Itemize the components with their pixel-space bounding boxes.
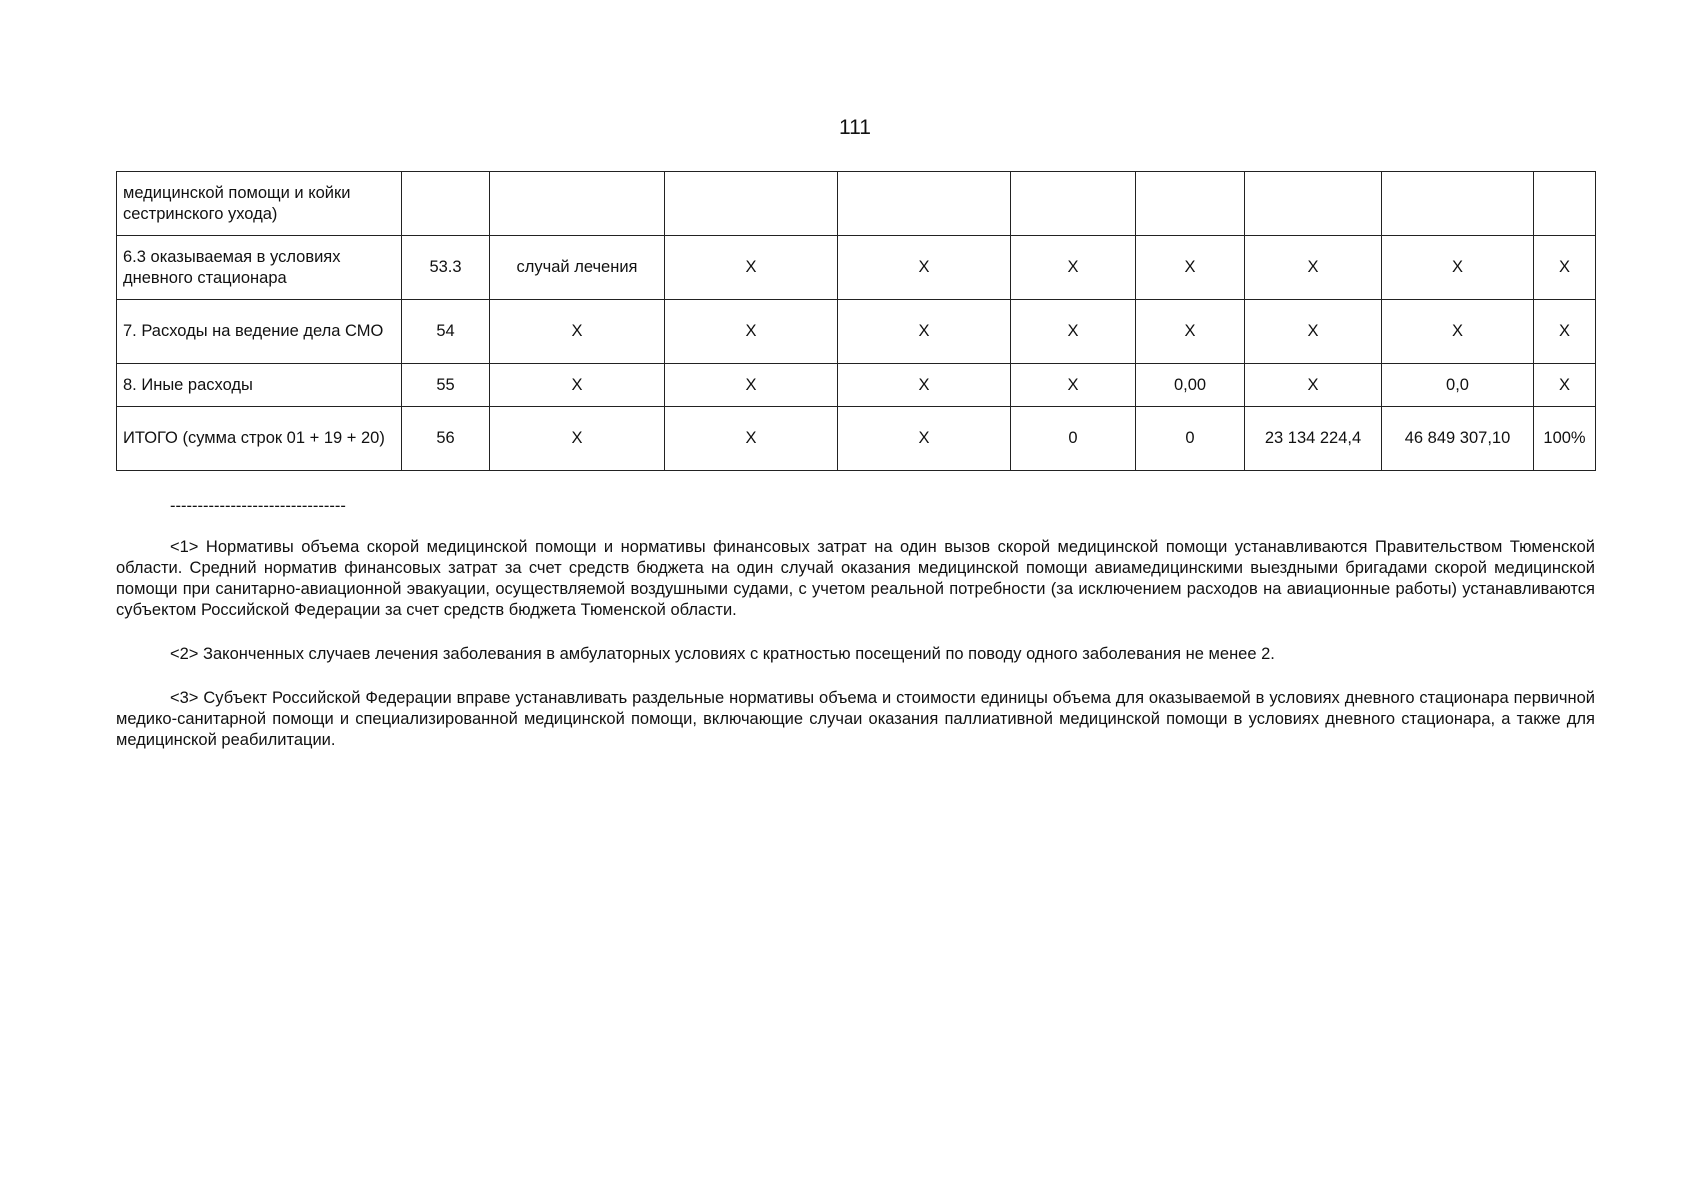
- table-cell: X: [838, 300, 1011, 364]
- table-cell: X: [1382, 300, 1534, 364]
- table-cell: X: [1534, 364, 1596, 407]
- table-cell: X: [665, 364, 838, 407]
- table-cell: X: [1136, 300, 1245, 364]
- row-name-cell: 7. Расходы на ведение дела СМО: [117, 300, 402, 364]
- table-cell: [402, 172, 490, 236]
- table-cell: 100%: [1534, 407, 1596, 471]
- table-cell: [1136, 172, 1245, 236]
- table-cell: X: [1245, 300, 1382, 364]
- table-cell: 23 134 224,4: [1245, 407, 1382, 471]
- table-cell: X: [665, 407, 838, 471]
- table-body: [117, 172, 1596, 471]
- table-cell: 0,0: [1382, 364, 1534, 407]
- table-cell: [838, 172, 1011, 236]
- table-cell: X: [1011, 300, 1136, 364]
- table-cell: X: [665, 236, 838, 300]
- row-name-cell: ИТОГО (сумма строк 01 + 19 + 20): [117, 407, 402, 471]
- row-name-cell: медицинской помощи и койки сестринского ухода): [117, 172, 402, 236]
- financing-table: [116, 171, 1596, 471]
- table-cell: 0,00: [1136, 364, 1245, 407]
- table-cell: X: [490, 300, 665, 364]
- table-cell: 0: [1011, 407, 1136, 471]
- table-row: [117, 407, 1596, 471]
- table-cell: X: [838, 407, 1011, 471]
- table-cell: X: [1245, 236, 1382, 300]
- table-cell: [490, 172, 665, 236]
- table-row: [117, 172, 1596, 236]
- table-cell: X: [490, 407, 665, 471]
- table-cell: X: [1245, 364, 1382, 407]
- table-cell: X: [1136, 236, 1245, 300]
- table-cell: [665, 172, 838, 236]
- page-number: 111: [839, 116, 871, 139]
- footnote-2: <2> Законченных случаев лечения заболевания в амбулаторных условиях с кратностью посещений по поводу одного заболевания не менее 2.: [170, 645, 1275, 663]
- table-row: [117, 236, 1596, 300]
- table-row: [117, 300, 1596, 364]
- table-cell: 54: [402, 300, 490, 364]
- table-cell: 55: [402, 364, 490, 407]
- table-cell: 0: [1136, 407, 1245, 471]
- row-name-cell: 8. Иные расходы: [117, 364, 402, 407]
- table-cell: X: [1382, 236, 1534, 300]
- table-cell: X: [1011, 364, 1136, 407]
- table-cell: [1382, 172, 1534, 236]
- table-cell: X: [490, 364, 665, 407]
- table-cell: [1245, 172, 1382, 236]
- table-cell: 46 849 307,10: [1382, 407, 1534, 471]
- table-row: [117, 364, 1596, 407]
- table-cell: X: [1534, 300, 1596, 364]
- table-cell: X: [838, 364, 1011, 407]
- row-name-cell: 6.3 оказываемая в условиях дневного стационара: [117, 236, 402, 300]
- table-cell: [1011, 172, 1136, 236]
- table-cell: X: [1011, 236, 1136, 300]
- table-cell: [1534, 172, 1596, 236]
- table-cell: случай лечения: [490, 236, 665, 300]
- footnotes: [116, 496, 1595, 751]
- table-cell: X: [665, 300, 838, 364]
- footnote-1: <1> Нормативы объема скорой медицинской помощи и нормативы финансовых затрат на один вызов скорой медицинской помощи устанавливаются Правительством Тюменской области. Средний норматив финансовых затрат за счет средств бюджета на один случай оказания медицинской помощи авиамедицинскими выездными бригадами скорой медицинской помощи при санитарно-авиационной эвакуации, осуществляемой воздушными судами, с учетом реальной потребности (за исключением расходов на авиационные работы) устанавливаются субъектом Российской Федерации за счет средств бюджета Тюменской области.: [116, 538, 1595, 619]
- table-cell: X: [838, 236, 1011, 300]
- footnote-3: <3> Субъект Российской Федерации вправе устанавливать раздельные нормативы объема и стоимости единицы объема для оказываемой в условиях дневного стационара первичной медико-санитарной помощи и специализированной медицинской помощи, включающие случаи оказания паллиативной медицинской помощи в условиях дневного стационара, а также для медицинской реабилитации.: [116, 689, 1595, 749]
- table-cell: 56: [402, 407, 490, 471]
- footnote-separator: --------------------------------: [170, 497, 346, 515]
- table-cell: 53.3: [402, 236, 490, 300]
- table-cell: X: [1534, 236, 1596, 300]
